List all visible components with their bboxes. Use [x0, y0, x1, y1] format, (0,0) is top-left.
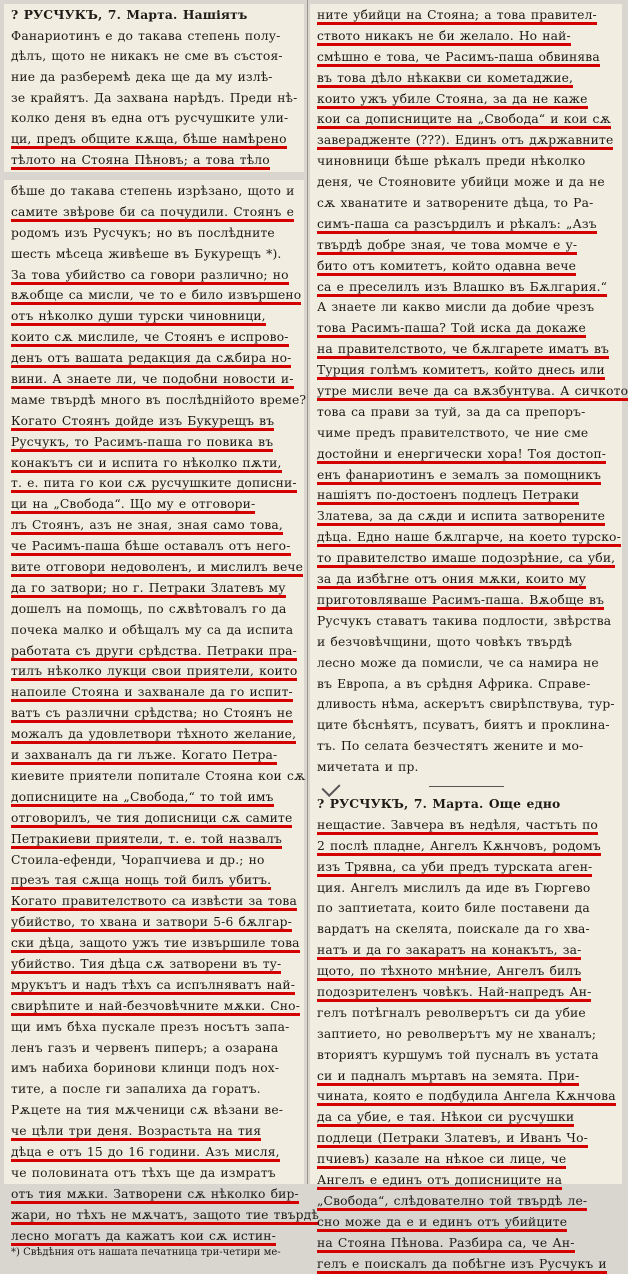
highlighted-line: вѫобще са мисли, че то е било извършено	[11, 288, 301, 305]
highlighted-line: Ангелъ е единъ отъ дописниците на	[317, 1173, 562, 1190]
highlighted-line: работата съ други срѣдства. Петраки пра-	[11, 644, 297, 661]
text-line: лесно може да помисли, че са намира не	[317, 655, 599, 670]
highlighted-line: Петракиеви приятели, т. е. той назвалъ	[11, 832, 282, 849]
highlighted-line: отъ тия мѫки. Затворени сѫ нѣколко бир-	[11, 1187, 299, 1204]
highlighted-line: Когато Стоянъ дойде изъ Букурещъ въ	[11, 414, 274, 431]
highlighted-line: пчиевъ) казале на нѣкое си лице, че	[317, 1152, 566, 1169]
highlighted-line: Турция голѣмъ комитетъ, който днесь или	[317, 363, 605, 380]
highlighted-line: Русчукъ, то Расимъ-паша го повика въ	[11, 435, 273, 452]
highlighted-line: отъ нѣколко души турски чиновници,	[11, 309, 266, 326]
highlighted-line: Когато правителството са извѣсти за това	[11, 894, 297, 911]
highlighted-line: чината, която е подбудила Ангела Кѫнчова	[317, 1089, 616, 1106]
highlighted-line: ци, предъ общите кѫща, бѣше намѣрено	[11, 132, 287, 149]
highlighted-line: тилъ нѣколко лукци свои приятели, които	[11, 664, 297, 681]
highlighted-line: приготовляваше Расимъ-паша. Вѫобще въ	[317, 593, 604, 610]
highlighted-line: тѣлото на Стояна Пѣновъ; а това тѣло	[11, 153, 270, 170]
text-line: колко деня въ една отъ русчушките ули-	[11, 111, 289, 126]
text-line: ция. Ангелъ мислилъ да иде въ Гюргево	[317, 880, 591, 895]
highlighted-line: които ужъ убиле Стояна, за да не каже	[317, 92, 588, 109]
highlighted-line: подозрителенъ човѣкъ. Най-напредъ Ан-	[317, 985, 591, 1002]
text-line: ците бѣснѣятъ, псуватъ, биятъ и проклина-	[317, 718, 610, 733]
text-line: шесть мѣсеца живѣеше въ Букурещъ *).	[11, 246, 282, 261]
highlighted-line: гелъ е поискалъ да побѣгне изъ Русчукъ и	[317, 1257, 607, 1274]
highlighted-line: мрукътъ и надъ тѣхъ са испълняватъ най-	[11, 978, 295, 995]
text-line: и безчовѣчщини, щото човѣкъ твърдѣ	[317, 634, 573, 649]
text-line: Фанариотинъ е до такава степень полу-	[11, 28, 281, 43]
highlighted-line: ватъ съ различни срѣдства; но Стоянъ не	[11, 706, 293, 723]
highlighted-line: са е преселилъ изъ Влашко въ Бѫлгария.“	[317, 280, 607, 297]
text-line: зе крайятъ. Да захвана нарѣдъ. Преди нѣ-	[11, 90, 298, 105]
highlighted-line: подлеци (Петраки Златевъ, и Иванъ Чо-	[317, 1131, 588, 1148]
text-line: въ Европа, а въ срѣдня Африка. Справе-	[317, 676, 591, 691]
highlighted-line: да го затвори; но г. Петраки Златевъ му	[11, 581, 286, 598]
highlighted-line: лъ Стоянъ, азъ не зная, зная само това,	[11, 518, 283, 535]
highlighted-line: дѣца. Едно наше бѫлгарче, на което турско-	[317, 530, 621, 547]
highlighted-line: на правителството, че бѫлгарете иматъ въ	[317, 342, 609, 359]
text-line: ? РУСЧУКЪ, 7. Марта. Още едно	[317, 795, 561, 811]
highlighted-line: ните убийци на Стояна; а това правител-	[317, 8, 597, 25]
text-line: чимe предъ правителството, че ние сме	[317, 425, 589, 440]
article-ruse-2	[317, 794, 616, 1274]
text-line: това са прави за туй, за да са препоръ-	[317, 404, 586, 419]
highlighted-line: вини. А знаете ли, че подобни новости и-	[11, 372, 294, 389]
text-line: Русчукъ ставатъ такива подлости, звѣрства	[317, 613, 612, 628]
highlighted-line: конакътъ си и испита го нѣколко пѫти,	[11, 456, 282, 473]
highlighted-line: си и падналъ мъртавъ на земята. При-	[317, 1069, 579, 1086]
highlighted-line: т. е. пита го кои сѫ русчушките дописни-	[11, 476, 297, 493]
text-line: родомъ изъ Русчукъ; но въ послѣдните	[11, 225, 275, 240]
highlighted-line: бито отъ комитетъ, който одавна вече	[317, 259, 576, 276]
column-2-clipping	[310, 4, 628, 1271]
highlighted-line: можалъ да удовлетвори тѣхното желание,	[11, 727, 296, 744]
highlighted-line: презъ тая сѫща нощь той билъ убитъ.	[11, 873, 271, 890]
footnote: *) Свѣдѣния отъ нашата печатница три-четири ме-	[11, 1247, 281, 1259]
text-line: ? РУСЧУКЪ, 7. Марта. Нашіятъ	[11, 7, 248, 22]
highlighted-line: жари, но тѣхъ не мѫчатъ, защото тие твърдѣ	[11, 1208, 319, 1225]
highlighted-line: нашіятъ по-достоенъ подлецъ Петраки	[317, 488, 579, 505]
text-line: деня, че Стояновите убийци може и да не	[317, 175, 605, 190]
highlighted-line: ци на „Свобода“. Щo му е отговори-	[11, 497, 255, 514]
highlighted-line: заверадженте (???). Единъ отъ дѫржавните	[317, 133, 613, 150]
text-line: вардатъ на скелята, поискале да го хва-	[317, 922, 590, 937]
text-line: тъ. По селата безчестятъ жените и мо-	[317, 739, 584, 754]
highlighted-line: ски дѣца, защото ужъ тие извършиле това	[11, 936, 300, 953]
text-line: сѫ хванатите и затворените дѣца, то Ра-	[317, 196, 594, 211]
highlighted-line: денъ отъ вашата редакция да сѫбира но-	[11, 351, 291, 368]
text-line: дошелъ на помощь, по сѫвѣтовалъ го да	[11, 601, 287, 616]
text-line: щи имъ бѣха пускале презъ носътъ запа-	[11, 1019, 290, 1034]
article-divider	[317, 778, 616, 794]
text-line: тите, а после ги запалиха да горатъ.	[11, 1082, 261, 1097]
highlighted-line: убийство, то хвана и затвори 5-6 бѫлгар-	[11, 915, 292, 932]
highlighted-line: и захваналъ да ги лъже. Когато Петра-	[11, 748, 277, 765]
highlighted-line: утре мисли вече да са вѫзбунтува. А сичкото	[317, 384, 628, 401]
highlighted-line: Златева, за да сѫди и испита затворените	[317, 509, 605, 526]
column-1-top-clipping	[4, 4, 304, 172]
highlighted-line: отговорилъ, че тия дописници сѫ самите	[11, 811, 292, 828]
article-rusе-1-start	[11, 5, 298, 171]
highlighted-line: ството никакъ не би желало. Но най-	[317, 29, 571, 46]
text-line: Рѫцете на тия мѫченици сѫ вѣзани ве-	[11, 1103, 284, 1118]
text-line: дливость нѣма, аскерътъ свирѣпствува, тур-	[317, 697, 615, 712]
highlighted-line: напоиле Стояна и захванале да го испит-	[11, 685, 293, 702]
text-line: почека малко и обѣщалъ му са да испита	[11, 622, 294, 637]
text-line: чиновници бѣше рѣкалъ преди нѣколко	[317, 154, 586, 169]
text-line: киевите приятели попитале Стояна кои сѫ	[11, 768, 306, 783]
highlighted-line: За това убийство са говори различно; но	[11, 268, 289, 285]
highlighted-line: че Расимъ-паша бѣше оставалъ отъ него-	[11, 539, 291, 556]
highlighted-line: то правителство имаше подозрѣние, са уби,	[317, 551, 615, 568]
text-line: гелъ потѣгналъ револверътъ си да убие	[317, 1005, 586, 1020]
text-line: по заптиетата, които биле поставени да	[317, 901, 590, 916]
highlighted-line: свирѣпите и най-безчовѣчните мѫки. Сно-	[11, 999, 300, 1016]
highlighted-line: дописниците на „Свобода,“ то той имъ	[11, 790, 274, 807]
highlighted-line: лесно могатъ да кажатъ кои сѫ истин-	[11, 1229, 276, 1246]
highlighted-line: натъ и да го закаратъ на конакътъ, за-	[317, 943, 581, 960]
highlighted-line: че цѣли три деня. Возрастьта на тия	[11, 1124, 261, 1141]
text-line: бѣше до такава степень изрѣзано, щото и	[11, 184, 295, 198]
highlighted-line: самите звѣрове би са почудили. Стоянъ е	[11, 205, 294, 222]
highlighted-line: вите отговори недоволенъ, и мислилъ вече	[11, 560, 303, 577]
text-line: ленъ газъ и червенъ пиперъ; а озарана	[11, 1040, 279, 1055]
highlighted-line: твърдѣ добре зная, че това момче е у-	[317, 238, 577, 255]
text-line: заптиетo, но револверътъ му не хваналъ;	[317, 1026, 597, 1041]
text-line: че половината отъ тѣхъ ще да измратъ	[11, 1165, 276, 1180]
text-line: А знаете ли какво мисли да добие чрезъ	[317, 300, 595, 315]
highlighted-line: дѣца е отъ 15 до 16 години. Азъ мисля,	[11, 1145, 280, 1162]
highlighted-line: 2 послѣ пладне, Ангелъ Кѫнчовъ, родомъ	[317, 839, 601, 856]
highlighted-line: убийство. Тия дѣца сѫ затворени въ ту-	[11, 957, 281, 974]
article-ruse-1-end	[317, 5, 628, 778]
highlighted-line: „Свобода“, слѣдователно той твърдѣ ле-	[317, 1194, 587, 1211]
text-line: ние да разберемѣ дека ще да му излѣ-	[11, 70, 273, 85]
highlighted-line: въ това дѣло нѣкакви си кометаджие,	[317, 71, 573, 88]
highlighted-line: енъ фанариотинъ е земалъ за помощникъ	[317, 468, 601, 485]
text-line: вториятъ куршумъ той пусналъ въ устата	[317, 1047, 599, 1062]
text-line: имъ набиха боринови клинци подъ нох-	[11, 1061, 280, 1076]
highlighted-line: достойни и енергически хора! Тоя достоп-	[317, 447, 606, 464]
highlighted-line: да са убие, е тая. Нѣкои си русчушки	[317, 1110, 574, 1127]
highlighted-line: за да избѣгне отъ ония мѫки, които му	[317, 572, 586, 589]
column-1-bottom-clipping	[4, 180, 319, 1259]
highlighted-line: симъ-паша са разсърдилъ и рѣкалъ: „Азъ	[317, 217, 597, 234]
text-line: мичетата и пр.	[317, 760, 419, 775]
column-separator	[307, 0, 308, 1184]
highlighted-line: нещастие. Завчера въ недѣля, частъть по	[317, 818, 598, 835]
highlighted-line: това Расимъ-паша? Той иска да докаже	[317, 321, 586, 338]
highlighted-line: смѣшно е това, че Расимъ-паша обвинява	[317, 50, 600, 67]
article-ruse-1-continued	[11, 181, 319, 1246]
highlighted-line: които сѫ мислиле, че Стоянъ е испрово-	[11, 330, 289, 347]
text-line: маме твърдѣ много въ послѣднійото време?	[11, 392, 307, 407]
highlighted-line: на Стояна Пѣнова. Разбира са, че Ан-	[317, 1236, 575, 1253]
text-line: Стоила-ефенди, Чорапчиева и др.; но	[11, 852, 265, 867]
highlighted-line: щото, по тѣхното мнѣние, Ангелъ билъ	[317, 964, 581, 981]
highlighted-line: изъ Трявна, са уби предъ турската аген-	[317, 860, 592, 877]
highlighted-line: сно може да е и единъ отъ убийците	[317, 1215, 567, 1232]
text-line: дѣлъ, щото не никакъ не сме въ състоя-	[11, 49, 283, 64]
highlighted-line: кои са дописниците на „Свобода“ и кои сѫ	[317, 112, 611, 129]
